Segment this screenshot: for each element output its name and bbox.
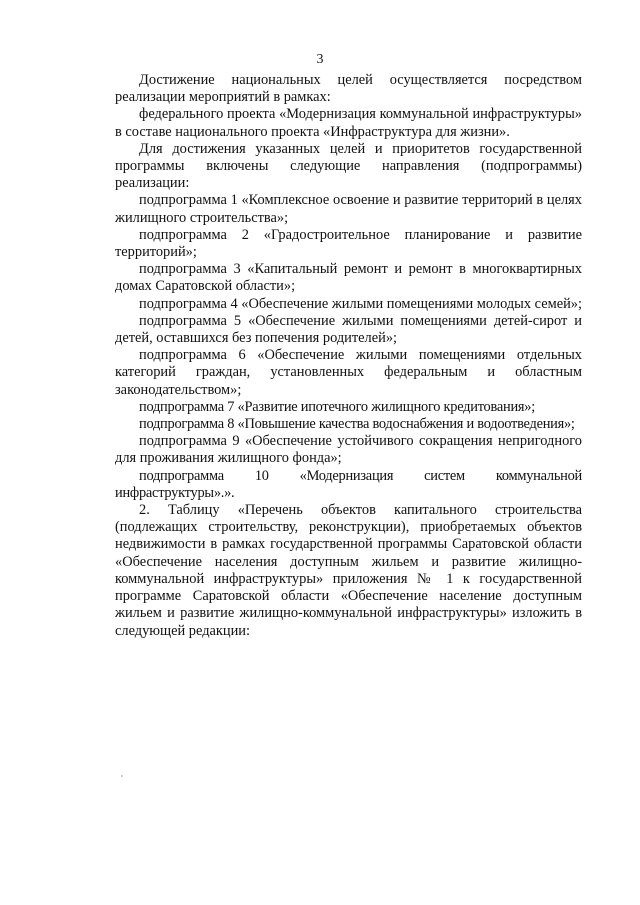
paragraph-subprogram-5: подпрограмма 5 «Обеспечение жилыми помещениями детей-сирот и детей, оставшихся без попечения родителей»; (115, 312, 582, 347)
paragraph-subprogram-8: подпрограмма 8 «Повышение качества водоснабжения и водоотведения»; (139, 416, 575, 433)
paragraph-subprogram-9: подпрограмма 9 «Обеспечение устойчивого сокращения непригодного для проживания жилищного фонда»; (115, 433, 582, 467)
document-body (115, 72, 582, 640)
page-number: 3 (316, 52, 324, 67)
paragraph-subprogram-3: подпрограмма 3 «Капитальный ремонт и ремонт в многоквартирных домах Саратовской области»; (115, 261, 582, 295)
paragraph-goals-intro: Достижение национальных целей осуществляется посредством реализации мероприятий в рамках: (115, 72, 582, 106)
paragraph-federal-project: федерального проекта «Модернизация коммунальной инфраструктуры» в составе национального проекта «Инфраструктура для жизни». (115, 106, 582, 140)
paragraph-subprogram-10: подпрограмма 10 «Модернизация систем коммунальной инфраструктуры».». (115, 467, 582, 501)
scan-speck (121, 775, 123, 777)
paragraph-subprogram-4: подпрограмма 4 «Обеспечение жилыми помещениями молодых семей»; (139, 295, 582, 312)
paragraph-subprogram-2: подпрограмма 2 «Градостроительное планирование и развитие территорий»; (115, 226, 582, 261)
paragraph-subprogram-1: подпрограмма 1 «Комплексное освоение и развитие территорий в целях жилищного строительства»; (115, 192, 582, 226)
paragraph-table-amendment: 2. Таблицу «Перечень объектов капитального строительства (подлежащих строительству, реконструкции), приобретаемых объектов недвижимости в рамках государственной программы Саратовской области «Обеспечение населения доступным жильем и развитие жилищно-коммунальной инфраструктуры» приложения № 1 к государственной программе Саратовской области «Обеспечение население доступным жильем и развитие жилищно-коммунальной инфраструктуры» изложить в следующей редакции: (115, 502, 582, 639)
paragraph-subprogram-7: подпрограмма 7 «Развитие ипотечного жилищного кредитования»; (139, 398, 535, 415)
paragraph-directions-intro: Для достижения указанных целей и приоритетов государственной программы включены следующие направления (подпрограммы) реализации: (115, 140, 582, 192)
paragraph-subprogram-6: подпрограмма 6 «Обеспечение жилыми помещениями отдельных категорий граждан, установленных федеральным и областным законодательством»; (115, 347, 582, 398)
